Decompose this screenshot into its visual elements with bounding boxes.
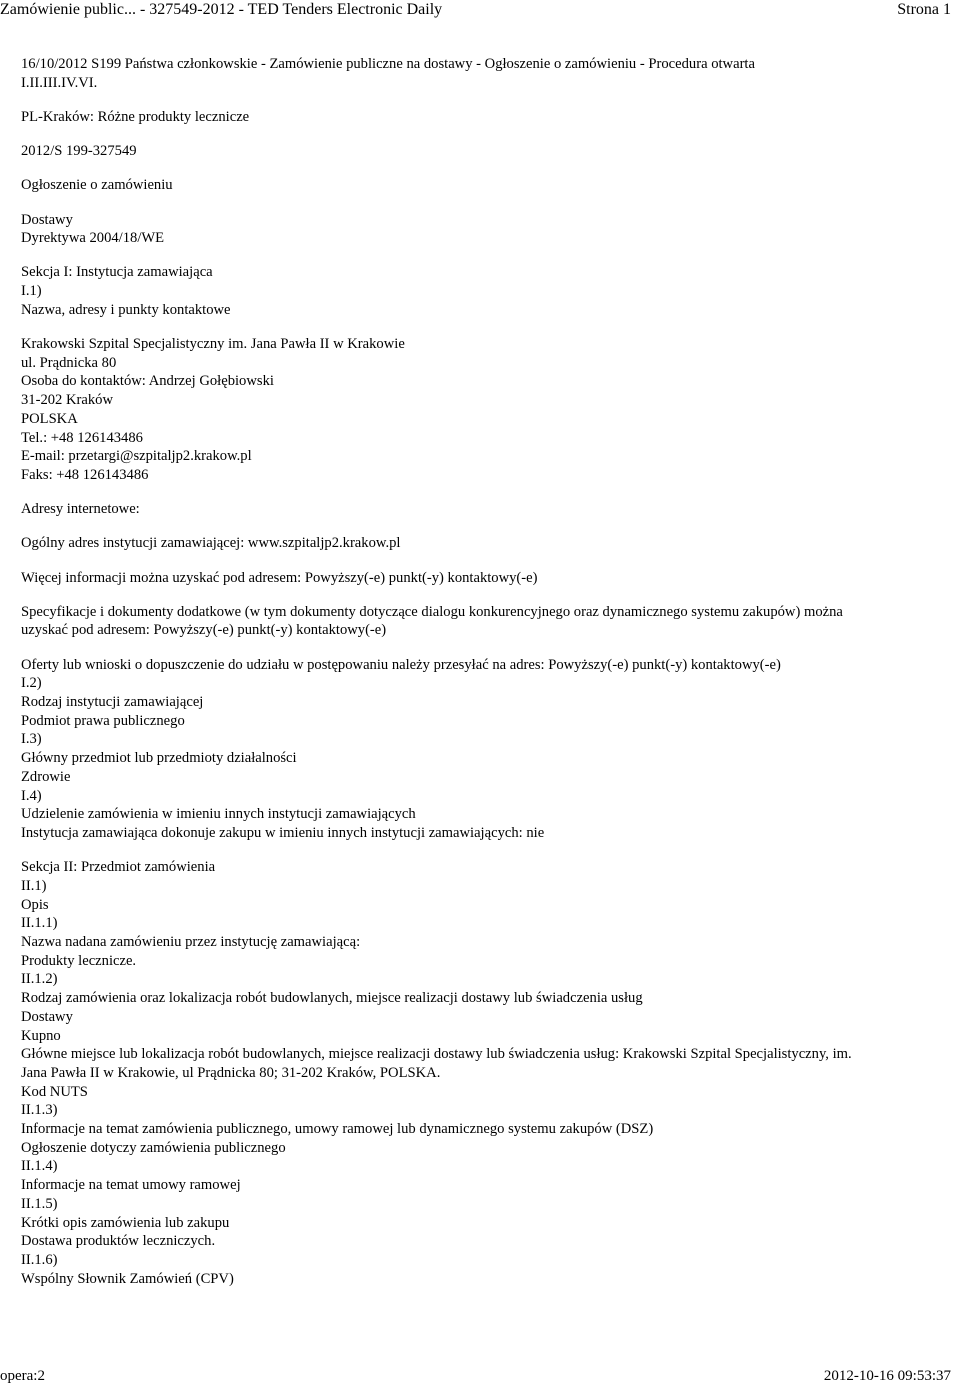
notice-line: Krótki opis zamówienia lub zakupu [21, 1214, 230, 1231]
spacer [21, 843, 951, 859]
notice-line: Tel.: +48 126143486 [21, 429, 143, 446]
spacer [21, 127, 951, 143]
notice-line: Główne miejsce lub lokalizacja robót budowlanych, miejsce realizacji dostawy lub świadczenia usług: Krakowski Szpital Specjalistyczny, im. [21, 1046, 852, 1063]
notice-line: Instytucja zamawiająca dokonuje zakupu w imieniu innych instytucji zamawiających: nie [21, 825, 545, 841]
notice-line: II.1.3) [21, 1102, 58, 1119]
notice-line: Sekcja II: Przedmiot zamówienia [21, 859, 216, 876]
spacer [21, 640, 951, 656]
notice-line: Dostawy [21, 1008, 73, 1025]
notice-line: Specyfikacje i dokumenty dodatkowe (w tym dokumenty dotyczące dialogu konkurencyjnego oraz dynamicznego systemu zakupów) można [21, 603, 843, 620]
notice-line: Ogłoszenie dotyczy zamówienia publicznego [21, 1139, 286, 1156]
spacer [21, 519, 951, 535]
notice-line: Informacje na temat zamówienia publicznego, umowy ramowej lub dynamicznego systemu zakupów (DSZ) [21, 1121, 654, 1138]
notice-line: Jana Pawła II w Krakowie, ul Prądnicka 80; 31-202 Kraków, POLSKA. [21, 1064, 441, 1081]
footer-timestamp: 2012-10-16 09:53:37 [823, 1368, 951, 1384]
notice-line: Rodzaj instytucji zamawiającej [21, 694, 204, 711]
notice-line: Oferty lub wnioski o dopuszczenie do udziału w postępowaniu należy przesyłać na adres: Powyższy(-e) punkt(-y) kontaktowy(-e) [21, 656, 781, 673]
notice-line: POLSKA [21, 410, 78, 427]
footer-source: opera:2 [0, 1368, 45, 1384]
notice-line: Kupno [21, 1027, 61, 1044]
notice-line: Podmiot prawa publicznego [21, 712, 185, 729]
spacer [21, 320, 951, 336]
notice-line: 31-202 Kraków [21, 392, 114, 409]
notice-line: I.4) [21, 787, 42, 804]
notice-line: Opis [21, 896, 49, 913]
notice-line: II.1.2) [21, 971, 58, 988]
notice-line: Więcej informacji można uzyskać pod adresem: Powyższy(-e) punkt(-y) kontaktowy(-e) [21, 569, 538, 586]
notice-line: Kod NUTS [21, 1083, 88, 1100]
notice-line: PL-Kraków: Różne produkty lecznicze [21, 108, 250, 125]
spacer [21, 92, 951, 108]
notice-line: Nazwa nadana zamówieniu przez instytucję zamawiającą: [21, 934, 361, 951]
notice-line: Sekcja I: Instytucja zamawiająca [21, 264, 213, 281]
notice-line: Wspólny Słownik Zamówień (CPV) [21, 1270, 234, 1287]
notice-line: Główny przedmiot lub przedmioty działalności [21, 750, 297, 767]
notice-line: Rodzaj zamówienia oraz lokalizacja robót budowlanych, miejsce realizacji dostawy lub świadczenia usług [21, 990, 643, 1007]
notice-line: Krakowski Szpital Specjalistyczny im. Jana Pawła II w Krakowie [21, 336, 405, 353]
notice-line: I.II.III.IV.VI. [21, 74, 98, 91]
notice-line: II.1) [21, 877, 47, 894]
notice-line: Dostawa produktów leczniczych. [21, 1233, 216, 1250]
notice-line: Ogłoszenie o zamówieniu [21, 177, 173, 194]
notice-line: Nazwa, adresy i punkty kontaktowe [21, 301, 231, 318]
notice-line: I.3) [21, 731, 42, 748]
notice-body [21, 55, 951, 1288]
spacer [21, 248, 951, 264]
notice-line: Dyrektywa 2004/18/WE [21, 230, 165, 247]
page-header [0, 0, 960, 22]
notice-line: Informacje na temat umowy ramowej [21, 1177, 241, 1194]
notice-line: II.1.4) [21, 1158, 58, 1175]
notice-line: Udzielenie zamówienia w imieniu innych instytucji zamawiających [21, 806, 416, 823]
notice-line: Faks: +48 126143486 [21, 466, 149, 483]
notice-line: uzyskać pod adresem: Powyższy(-e) punkt(-y) kontaktowy(-e) [21, 622, 387, 639]
notice-line: E-mail: przetargi@szpitaljp2.krakow.pl [21, 448, 252, 465]
notice-line: Osoba do kontaktów: Andrzej Gołębiowski [21, 373, 274, 390]
notice-line: ul. Prądnicka 80 [21, 354, 117, 371]
spacer [21, 161, 951, 177]
spacer [21, 553, 951, 569]
notice-line: II.1.6) [21, 1251, 58, 1268]
spacer [21, 587, 951, 603]
notice-line: II.1.1) [21, 915, 58, 932]
notice-line: I.1) [21, 283, 42, 300]
notice-line: I.2) [21, 675, 42, 692]
notice-line: Dostawy [21, 211, 73, 228]
notice-line: 2012/S 199-327549 [21, 143, 137, 160]
spacer [21, 485, 951, 501]
notice-line: Zdrowie [21, 768, 71, 785]
page-footer [0, 1367, 960, 1387]
page-number: Strona 1 [897, 1, 951, 18]
notice-line: Adresy internetowe: [21, 501, 140, 518]
notice-line: 16/10/2012 S199 Państwa członkowskie - Zamówienie publiczne na dostawy - Ogłoszenie o zamówieniu - Procedura otwarta [21, 56, 755, 72]
notice-line: Produkty lecznicze. [21, 952, 137, 969]
document-title: Zamówienie public... - 327549-2012 - TED Tenders Electronic Daily [0, 1, 443, 18]
spacer [21, 195, 951, 211]
notice-line: Ogólny adres instytucji zamawiającej: www.szpitaljp2.krakow.pl [21, 535, 401, 552]
notice-line: II.1.5) [21, 1195, 58, 1212]
